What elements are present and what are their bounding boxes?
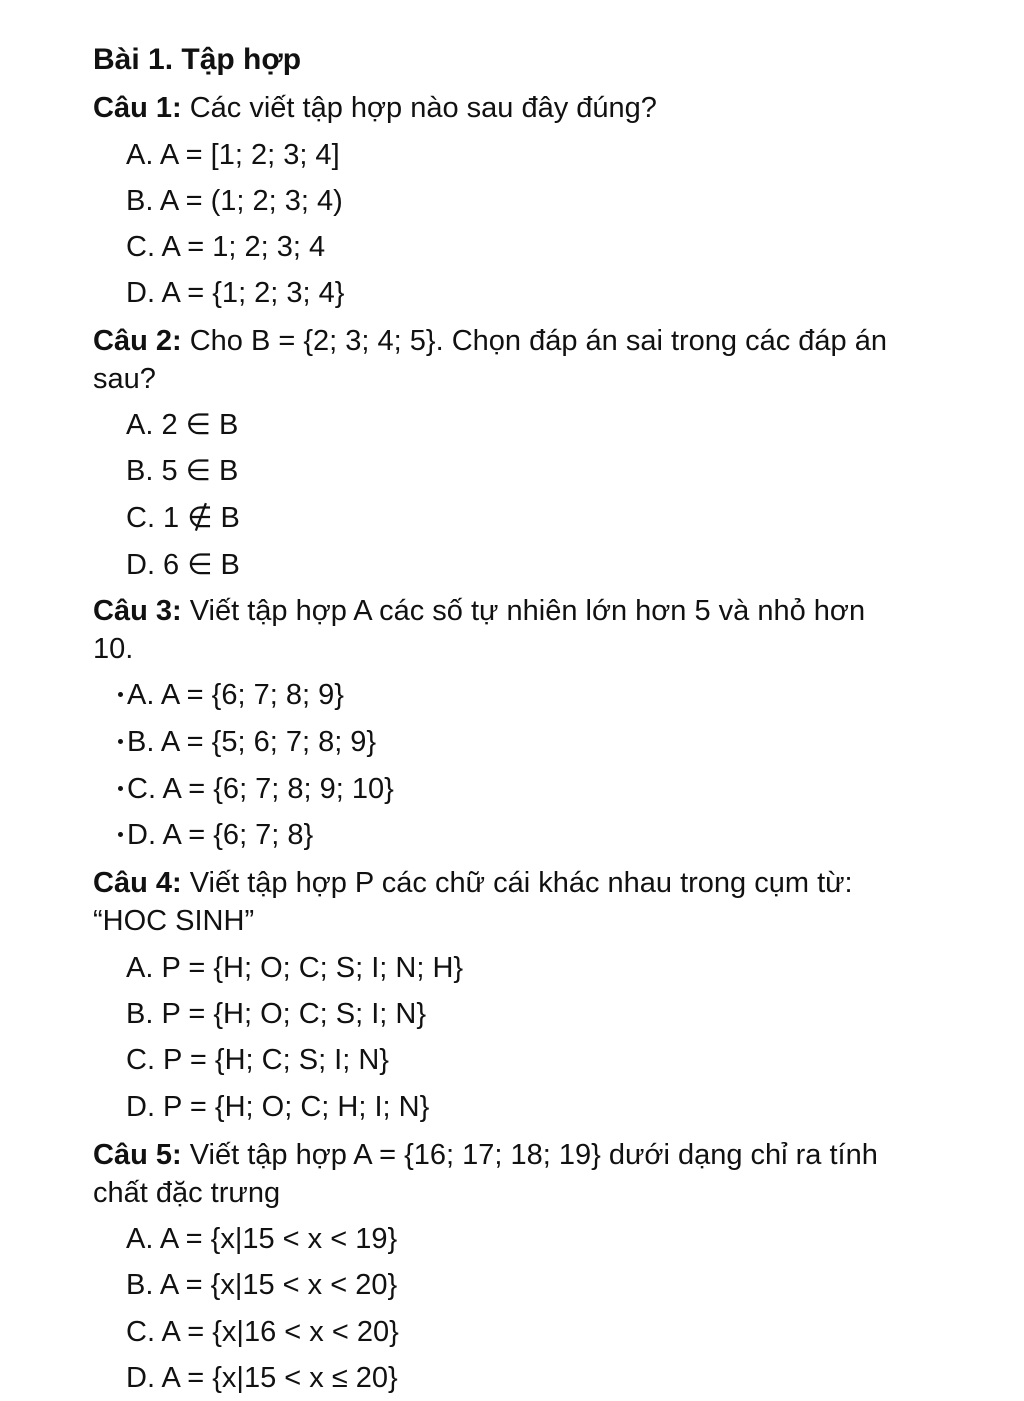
question-label: Câu 1: xyxy=(93,92,182,124)
q1-option-d: D. A = {1; 2; 3; 4} xyxy=(126,277,345,309)
q2-option-c: C. 1 ∉ B xyxy=(126,502,240,534)
q1-option-a: A. A = [1; 2; 3; 4] xyxy=(126,139,340,171)
question-text: Các viết tập hợp nào sau đây đúng? xyxy=(181,92,657,124)
q3-option-d-text: D. A = {6; 7; 8} xyxy=(127,819,314,851)
q5-option-d: D. A = {x|15 < x ≤ 20} xyxy=(126,1362,398,1394)
q3-option-c xyxy=(118,769,394,809)
question-label: Câu 3: xyxy=(93,595,182,627)
question-label: Câu 4: xyxy=(93,867,182,899)
bullet-icon xyxy=(118,692,123,697)
q3-option-a-text: A. A = {6; 7; 8; 9} xyxy=(127,679,344,711)
question-2 xyxy=(93,322,913,398)
bullet-icon xyxy=(118,786,123,791)
q3-option-b xyxy=(118,722,376,762)
q2-option-b: B. 5 ∈ B xyxy=(126,455,239,487)
q2-option-d: D. 6 ∈ B xyxy=(126,549,240,581)
bullet-icon xyxy=(118,739,123,744)
q5-option-a: A. A = {x|15 < x < 19} xyxy=(126,1223,398,1255)
question-text: Cho B = {2; 3; 4; 5}. Chọn đáp án sai trong các đáp án sau? xyxy=(93,325,888,395)
question-1 xyxy=(93,89,913,127)
question-4 xyxy=(93,864,913,940)
q4-option-a: A. P = {H; O; C; S; I; N; H} xyxy=(126,952,464,984)
q4-option-c: C. P = {H; C; S; I; N} xyxy=(126,1044,389,1076)
q4-option-d: D. P = {H; O; C; H; I; N} xyxy=(126,1091,430,1123)
q3-option-b-text: B. A = {5; 6; 7; 8; 9} xyxy=(127,726,377,758)
q5-option-c: C. A = {x|16 < x < 20} xyxy=(126,1316,399,1348)
q1-option-c: C. A = 1; 2; 3; 4 xyxy=(126,231,326,263)
question-text: Viết tập hợp P các chữ cái khác nhau trong cụm từ: “HOC SINH” xyxy=(93,867,853,937)
q4-option-b: B. P = {H; O; C; S; I; N} xyxy=(126,998,427,1030)
q1-option-b: B. A = (1; 2; 3; 4) xyxy=(126,185,343,217)
question-label: Câu 5: xyxy=(93,1139,182,1171)
q5-option-b: B. A = {x|15 < x < 20} xyxy=(126,1269,398,1301)
page-title: Bài 1. Tập hợp xyxy=(93,43,302,76)
question-text: Viết tập hợp A các số tự nhiên lớn hơn 5 và nhỏ hơn 10. xyxy=(93,595,866,665)
question-text: Viết tập hợp A = {16; 17; 18; 19} dưới dạng chỉ ra tính chất đặc trưng xyxy=(93,1139,878,1209)
question-5 xyxy=(93,1136,913,1212)
bullet-icon xyxy=(118,832,123,837)
q3-option-d xyxy=(118,815,313,855)
q3-option-a xyxy=(118,675,344,715)
question-label: Câu 2: xyxy=(93,325,182,357)
q3-option-c-text: C. A = {6; 7; 8; 9; 10} xyxy=(127,773,394,805)
question-3 xyxy=(93,592,913,668)
q2-option-a: A. 2 ∈ B xyxy=(126,409,239,441)
